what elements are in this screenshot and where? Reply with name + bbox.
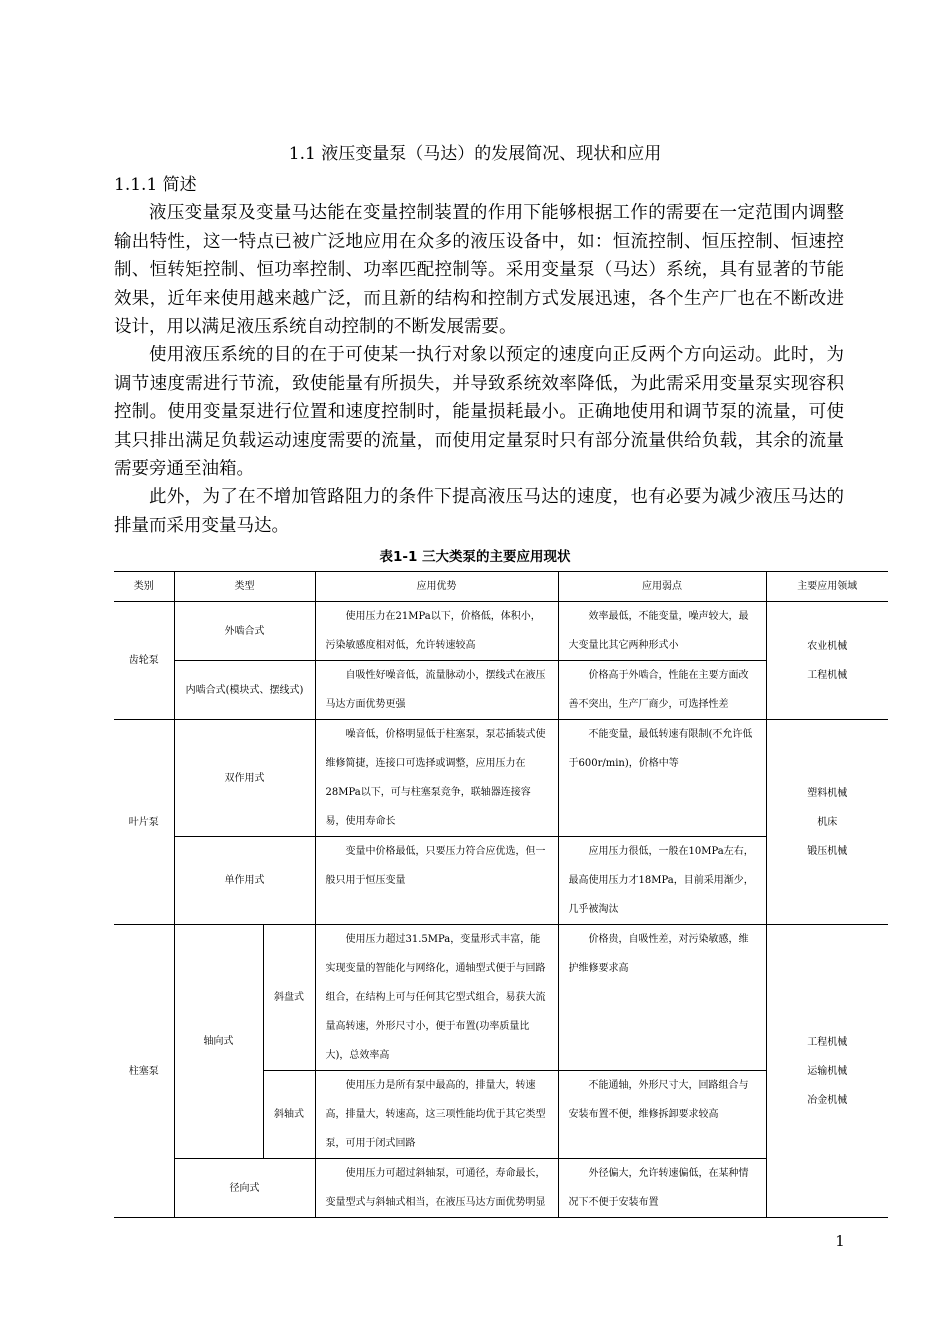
weaknesses-cell bbox=[558, 602, 766, 661]
header-advantages: 应用优势 bbox=[315, 572, 558, 602]
weaknesses-cell bbox=[558, 1071, 766, 1159]
paragraph-2-text: 使用液压系统的目的在于可使某一执行对象以预定的速度向正反两个方向运动。此时，为调节速度需进行节流，致使能量有所损失，并导致系统效率降低，为此需采用变量泵实现容积控制。使用变量泵进行位置和速度控制时，能量损耗最小。正确地使用和调节泵的流量，可使其只排出满足负载运动速度需要的流量，而使用定量泵时只有部分流量供给负载，其余的流量需要旁通至油箱。 bbox=[114, 345, 844, 479]
header-type: 类型 bbox=[174, 572, 315, 602]
domain-item: 运输机械 bbox=[807, 1065, 848, 1077]
advantages-cell bbox=[315, 837, 558, 925]
type-radial: 径向式 bbox=[174, 1159, 315, 1218]
table-row bbox=[114, 602, 888, 661]
weaknesses-cell bbox=[558, 837, 766, 925]
weaknesses-text: 外径偏大，允许转速偏低，在某种情况下不便于安装布置 bbox=[568, 1168, 749, 1208]
table-row bbox=[114, 720, 888, 837]
subtype-swash: 斜盘式 bbox=[263, 925, 315, 1071]
domain-item: 冶金机械 bbox=[807, 1094, 848, 1106]
subsection-title: 1.1.1 简述 bbox=[114, 175, 197, 195]
table-row bbox=[114, 925, 888, 1071]
type-single: 单作用式 bbox=[174, 837, 315, 925]
domain-item: 工程机械 bbox=[807, 669, 848, 681]
paragraph-2 bbox=[114, 341, 844, 484]
paragraph-3-text: 此外，为了在不增加管路阻力的条件下提高液压马达的速度，也有必要为减少液压马达的排量而采用变量马达。 bbox=[114, 487, 844, 536]
advantages-cell bbox=[315, 1159, 558, 1218]
weaknesses-text: 不能变量，最低转速有限制(不允许低于600r/min)，价格中等 bbox=[568, 729, 753, 769]
domains-piston bbox=[766, 925, 888, 1218]
advantages-text: 使用压力是所有泵中最高的，排量大，转速高，排量大，转速高，这三项性能均优于其它类型泵，可用于闭式回路 bbox=[325, 1080, 546, 1149]
weaknesses-cell bbox=[558, 925, 766, 1071]
subtype-bent: 斜轴式 bbox=[263, 1071, 315, 1159]
domain-item: 机床 bbox=[817, 816, 838, 828]
type-external: 外啮合式 bbox=[174, 602, 315, 661]
type-double: 双作用式 bbox=[174, 720, 315, 837]
paragraph-1-text: 液压变量泵及变量马达能在变量控制装置的作用下能够根据工作的需要在一定范围内调整输出特性，这一特点已被广泛地应用在众多的液压设备中，如：恒流控制、恒压控制、恒速控制、恒转矩控制、恒功率控制、功率匹配控制等。采用变量泵（马达）系统，具有显著的节能效果，近年来使用越来越广泛，而且新的结构和控制方式发展迅速，各个生产厂也在不断改进设计，用以满足液压系统自动控制的不断发展需要。 bbox=[114, 203, 844, 337]
page-number: 1 bbox=[835, 1232, 845, 1250]
section-title: 1.1 液压变量泵（马达）的发展简况、现状和应用 bbox=[288, 144, 662, 164]
weaknesses-text: 价格高于外啮合，性能在主要方面改善不突出，生产厂商少，可选择性差 bbox=[568, 670, 749, 710]
weaknesses-cell bbox=[558, 661, 766, 720]
header-weaknesses: 应用弱点 bbox=[558, 572, 766, 602]
weaknesses-text: 不能通轴，外形尺寸大，回路组合与安装布置不便，维修拆卸要求较高 bbox=[568, 1080, 749, 1120]
advantages-cell bbox=[315, 1071, 558, 1159]
category-vane: 叶片泵 bbox=[114, 720, 174, 925]
weaknesses-cell bbox=[558, 720, 766, 837]
paragraph-3 bbox=[114, 483, 844, 540]
advantages-cell bbox=[315, 602, 558, 661]
domains-gear bbox=[766, 602, 888, 720]
domain-item: 工程机械 bbox=[807, 1036, 848, 1048]
advantages-text: 使用压力在21MPa以下，价格低，体积小，污染敏感度相对低，允许转速较高 bbox=[325, 611, 541, 651]
advantages-cell bbox=[315, 720, 558, 837]
type-internal: 内啮合式(模块式、摆线式) bbox=[174, 661, 315, 720]
table-caption: 表1-1 三大类泵的主要应用现状 bbox=[379, 549, 571, 565]
paragraph-1 bbox=[114, 199, 844, 342]
advantages-text: 自吸性好噪音低，流量脉动小，摆线式在液压马达方面优势更强 bbox=[325, 670, 546, 710]
advantages-cell bbox=[315, 661, 558, 720]
weaknesses-cell bbox=[558, 1159, 766, 1218]
type-axial: 轴向式 bbox=[174, 925, 263, 1159]
advantages-text: 噪音低，价格明显低于柱塞泵，泵芯插装式使维修简捷，连接口可选择或调整，应用压力在28MPa以下，可与柱塞泵竞争，联轴器连接容易，使用寿命长 bbox=[325, 729, 546, 827]
table-header-row bbox=[114, 572, 888, 602]
domain-item: 农业机械 bbox=[807, 640, 848, 652]
weaknesses-text: 应用压力很低，一般在10MPa左右，最高使用压力才18MPa，目前采用渐少，几乎被淘汰 bbox=[568, 846, 754, 915]
domain-item: 锻压机械 bbox=[807, 845, 848, 857]
category-gear: 齿轮泵 bbox=[114, 602, 174, 720]
domain-item: 塑料机械 bbox=[807, 787, 848, 799]
header-category: 类别 bbox=[114, 572, 174, 602]
header-domains: 主要应用领域 bbox=[766, 572, 888, 602]
advantages-cell bbox=[315, 925, 558, 1071]
pump-application-table bbox=[114, 571, 888, 1218]
category-piston: 柱塞泵 bbox=[114, 925, 174, 1218]
weaknesses-text: 价格贵，自吸性差，对污染敏感，维护维修要求高 bbox=[568, 934, 749, 974]
weaknesses-text: 效率最低，不能变量，噪声较大，最大变量比其它两种形式小 bbox=[568, 611, 749, 651]
advantages-text: 变量中价格最低，只要压力符合应优选，但一般只用于恒压变量 bbox=[325, 846, 546, 886]
advantages-text: 使用压力超过31.5MPa，变量形式丰富，能实现变量的智能化与网络化，通轴型式便于与回路组合，在结构上可与任何其它型式组合，易获大流量高转速，外形尺寸小，便于布置(功率质量比大)，总效率高 bbox=[325, 934, 546, 1061]
domains-vane bbox=[766, 720, 888, 925]
advantages-text: 使用压力可超过斜轴泵，可通径，寿命最长，变量型式与斜轴式相当，在液压马达方面优势明显 bbox=[325, 1168, 546, 1208]
